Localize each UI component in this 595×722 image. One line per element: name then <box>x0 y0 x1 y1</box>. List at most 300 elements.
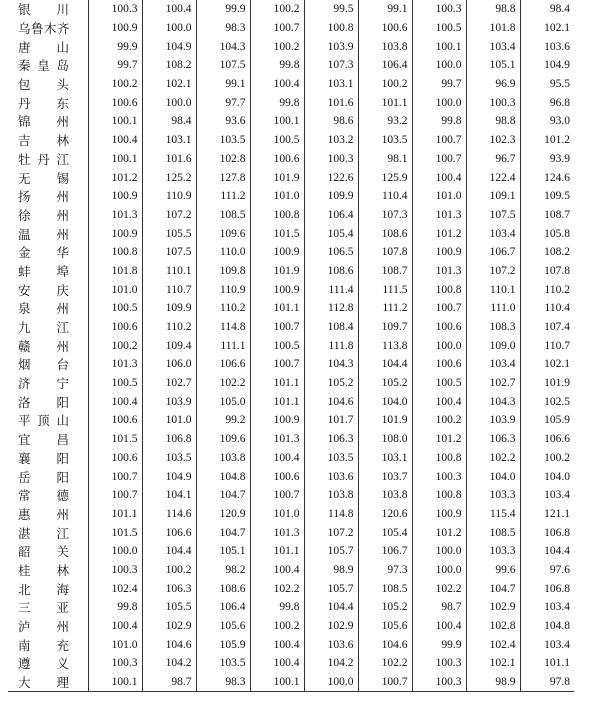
index-value-cell: 100.5 <box>412 374 466 393</box>
index-value-cell: 102.8 <box>196 150 250 169</box>
index-value-cell: 105.9 <box>196 635 250 654</box>
index-value-cell: 100.5 <box>88 299 142 318</box>
table-row <box>8 449 574 468</box>
index-value-cell: 104.3 <box>466 392 520 411</box>
index-value-cell: 98.2 <box>196 561 250 580</box>
index-value-cell: 104.7 <box>196 523 250 542</box>
index-value-cell: 100.3 <box>412 673 466 692</box>
index-value-cell: 98.8 <box>466 0 520 19</box>
index-value-cell: 102.9 <box>466 598 520 617</box>
index-value-cell: 105.1 <box>466 56 520 75</box>
index-value-cell: 93.6 <box>196 112 250 131</box>
index-value-cell: 101.2 <box>412 430 466 449</box>
index-value-cell: 102.1 <box>520 19 574 38</box>
index-value-cell: 104.2 <box>142 654 196 673</box>
index-value-cell: 100.6 <box>358 19 412 38</box>
index-value-cell: 101.6 <box>142 150 196 169</box>
index-value-cell: 108.6 <box>304 262 358 281</box>
city-name-cell: 济 宁 <box>18 376 70 392</box>
index-value-cell: 100.2 <box>250 617 304 636</box>
index-value-cell: 106.6 <box>142 523 196 542</box>
index-value-cell: 98.1 <box>358 150 412 169</box>
city-name-cell: 九 江 <box>18 320 70 336</box>
index-value-cell: 98.3 <box>196 19 250 38</box>
index-value-cell: 100.6 <box>88 449 142 468</box>
index-value-cell: 98.6 <box>304 112 358 131</box>
index-value-cell: 102.9 <box>304 617 358 636</box>
index-value-cell: 110.2 <box>196 299 250 318</box>
index-value-cell: 101.0 <box>412 187 466 206</box>
index-value-cell: 98.3 <box>196 673 250 692</box>
index-value-cell: 100.5 <box>88 374 142 393</box>
index-value-cell: 98.7 <box>142 673 196 692</box>
city-name-cell: 安 庆 <box>18 282 70 298</box>
table-row <box>8 561 574 580</box>
index-value-cell: 102.3 <box>466 131 520 150</box>
index-value-cell: 104.7 <box>196 486 250 505</box>
index-value-cell: 102.7 <box>142 374 196 393</box>
index-value-cell: 105.6 <box>358 617 412 636</box>
index-value-cell: 114.8 <box>304 505 358 524</box>
index-value-cell: 99.5 <box>304 0 358 19</box>
index-value-cell: 102.4 <box>466 635 520 654</box>
index-value-cell: 108.3 <box>466 318 520 337</box>
table-row <box>8 318 574 337</box>
index-value-cell: 99.8 <box>88 598 142 617</box>
index-value-cell: 101.1 <box>250 392 304 411</box>
table-row <box>8 430 574 449</box>
city-name-cell: 宜 昌 <box>18 432 70 448</box>
index-value-cell: 103.9 <box>304 37 358 56</box>
table-row <box>8 505 574 524</box>
index-value-cell: 104.3 <box>196 37 250 56</box>
table-row <box>8 0 574 19</box>
index-value-cell: 101.1 <box>88 505 142 524</box>
index-value-cell: 104.8 <box>196 467 250 486</box>
index-value-cell: 120.9 <box>196 505 250 524</box>
index-value-cell: 100.9 <box>88 187 142 206</box>
index-value-cell: 106.7 <box>358 542 412 561</box>
index-value-cell: 102.2 <box>250 579 304 598</box>
table-row <box>8 131 574 150</box>
city-name-cell: 丹 东 <box>18 95 70 111</box>
index-value-cell: 100.1 <box>250 673 304 692</box>
index-value-cell: 101.1 <box>250 542 304 561</box>
index-value-cell: 111.2 <box>358 299 412 318</box>
table-row <box>8 411 574 430</box>
index-value-cell: 125.9 <box>358 168 412 187</box>
index-value-cell: 100.4 <box>142 0 196 19</box>
index-value-cell: 100.2 <box>358 75 412 94</box>
index-value-cell: 103.5 <box>304 449 358 468</box>
index-value-cell: 101.3 <box>88 355 142 374</box>
city-name-cell: 岳 阳 <box>18 469 70 485</box>
index-value-cell: 108.5 <box>196 206 250 225</box>
index-value-cell: 100.4 <box>88 131 142 150</box>
table-row <box>8 355 574 374</box>
table-row <box>8 635 574 654</box>
index-value-cell: 104.2 <box>304 654 358 673</box>
index-value-cell: 109.5 <box>520 187 574 206</box>
index-value-cell: 93.9 <box>520 150 574 169</box>
index-value-cell: 109.8 <box>196 262 250 281</box>
index-value-cell: 101.2 <box>88 168 142 187</box>
index-value-cell: 102.7 <box>466 374 520 393</box>
index-value-cell: 103.4 <box>520 486 574 505</box>
index-value-cell: 125.2 <box>142 168 196 187</box>
index-value-cell: 106.3 <box>304 430 358 449</box>
index-value-cell: 101.1 <box>250 374 304 393</box>
index-value-cell: 104.6 <box>358 635 412 654</box>
index-value-cell: 102.1 <box>142 75 196 94</box>
index-value-cell: 100.3 <box>304 150 358 169</box>
index-value-cell: 111.4 <box>304 280 358 299</box>
table-row <box>8 112 574 131</box>
index-value-cell: 100.3 <box>466 93 520 112</box>
index-value-cell: 110.4 <box>520 299 574 318</box>
city-name-cell: 平顶山 <box>18 413 70 429</box>
city-name-cell: 蚌 埠 <box>18 263 70 279</box>
city-name-cell: 金 华 <box>18 245 70 261</box>
index-value-cell: 101.9 <box>250 262 304 281</box>
index-value-cell: 99.7 <box>412 75 466 94</box>
index-value-cell: 103.7 <box>358 467 412 486</box>
city-name-cell: 泉 州 <box>18 301 70 317</box>
index-value-cell: 100.2 <box>88 75 142 94</box>
city-name-cell: 湛 江 <box>18 525 70 541</box>
index-value-cell: 97.7 <box>196 93 250 112</box>
index-value-cell: 100.9 <box>250 243 304 262</box>
index-value-cell: 100.1 <box>250 112 304 131</box>
index-value-cell: 106.6 <box>196 355 250 374</box>
index-value-cell: 99.8 <box>250 93 304 112</box>
index-value-cell: 104.7 <box>466 579 520 598</box>
index-value-cell: 108.2 <box>520 243 574 262</box>
index-value-cell: 111.5 <box>358 280 412 299</box>
index-value-cell: 101.3 <box>250 523 304 542</box>
index-value-cell: 101.5 <box>88 430 142 449</box>
table-row <box>8 19 574 38</box>
index-value-cell: 109.6 <box>196 430 250 449</box>
index-value-cell: 100.0 <box>142 19 196 38</box>
index-value-cell: 103.8 <box>304 486 358 505</box>
index-value-cell: 100.8 <box>88 243 142 262</box>
index-value-cell: 100.9 <box>88 224 142 243</box>
index-value-cell: 106.5 <box>304 243 358 262</box>
index-value-cell: 100.7 <box>88 467 142 486</box>
index-value-cell: 101.7 <box>304 411 358 430</box>
index-value-cell: 100.4 <box>250 635 304 654</box>
index-value-cell: 104.9 <box>142 467 196 486</box>
index-value-cell: 107.8 <box>358 243 412 262</box>
index-value-cell: 100.3 <box>88 561 142 580</box>
index-value-cell: 103.3 <box>466 542 520 561</box>
city-name-cell: 三 亚 <box>18 600 70 616</box>
index-value-cell: 98.7 <box>412 598 466 617</box>
index-value-cell: 100.7 <box>88 486 142 505</box>
index-value-cell: 100.4 <box>412 392 466 411</box>
city-name-cell: 惠 州 <box>18 506 70 522</box>
index-value-cell: 104.8 <box>520 617 574 636</box>
index-value-cell: 111.0 <box>466 299 520 318</box>
index-value-cell: 108.6 <box>196 579 250 598</box>
index-value-cell: 105.9 <box>520 411 574 430</box>
index-value-cell: 100.4 <box>88 392 142 411</box>
table-row <box>8 206 574 225</box>
index-value-cell: 101.2 <box>520 131 574 150</box>
table-row <box>8 224 574 243</box>
index-value-cell: 121.1 <box>520 505 574 524</box>
city-name-cell: 银 川 <box>18 2 70 18</box>
index-value-cell: 99.9 <box>88 37 142 56</box>
index-value-cell: 103.6 <box>304 467 358 486</box>
index-value-cell: 105.2 <box>358 374 412 393</box>
index-value-cell: 114.8 <box>196 318 250 337</box>
index-value-cell: 108.6 <box>358 224 412 243</box>
table-row <box>8 187 574 206</box>
index-value-cell: 100.9 <box>250 411 304 430</box>
city-name-cell: 洛 阳 <box>18 394 70 410</box>
table-row <box>8 617 574 636</box>
index-value-cell: 106.8 <box>520 579 574 598</box>
index-value-cell: 99.8 <box>412 112 466 131</box>
index-value-cell: 100.3 <box>412 0 466 19</box>
table-row <box>8 467 574 486</box>
index-value-cell: 101.9 <box>520 374 574 393</box>
index-value-cell: 100.0 <box>412 93 466 112</box>
index-value-cell: 102.2 <box>466 449 520 468</box>
index-value-cell: 100.2 <box>88 336 142 355</box>
table-row <box>8 168 574 187</box>
index-value-cell: 100.4 <box>250 449 304 468</box>
index-value-cell: 100.0 <box>142 93 196 112</box>
index-value-cell: 108.7 <box>358 262 412 281</box>
index-value-cell: 100.6 <box>412 318 466 337</box>
table-row <box>8 243 574 262</box>
index-value-cell: 107.2 <box>304 523 358 542</box>
index-value-cell: 101.3 <box>88 206 142 225</box>
index-value-cell: 99.6 <box>466 561 520 580</box>
index-value-cell: 103.4 <box>520 598 574 617</box>
index-value-cell: 100.6 <box>250 467 304 486</box>
city-price-index-table <box>8 0 574 692</box>
city-name-cell: 温 州 <box>18 226 70 242</box>
index-value-cell: 100.4 <box>412 617 466 636</box>
index-value-cell: 101.2 <box>412 224 466 243</box>
index-value-cell: 100.0 <box>412 561 466 580</box>
index-value-cell: 97.6 <box>520 561 574 580</box>
index-value-cell: 101.8 <box>88 262 142 281</box>
index-value-cell: 110.9 <box>196 280 250 299</box>
city-name-cell: 遵 义 <box>18 656 70 672</box>
table-row <box>8 374 574 393</box>
index-value-cell: 104.0 <box>520 467 574 486</box>
index-value-cell: 104.1 <box>142 486 196 505</box>
index-value-cell: 103.4 <box>466 355 520 374</box>
index-value-cell: 100.3 <box>88 0 142 19</box>
index-value-cell: 98.4 <box>142 112 196 131</box>
table-row <box>8 280 574 299</box>
index-value-cell: 105.2 <box>358 598 412 617</box>
index-value-cell: 105.1 <box>196 542 250 561</box>
index-value-cell: 103.6 <box>304 635 358 654</box>
table-row <box>8 392 574 411</box>
index-value-cell: 97.8 <box>520 673 574 692</box>
index-value-cell: 103.4 <box>520 635 574 654</box>
index-value-cell: 107.5 <box>142 243 196 262</box>
city-name-cell: 吉 林 <box>18 133 70 149</box>
table-row <box>8 579 574 598</box>
index-value-cell: 100.1 <box>88 673 142 692</box>
index-value-cell: 100.4 <box>88 617 142 636</box>
index-value-cell: 106.4 <box>196 598 250 617</box>
index-value-cell: 107.4 <box>520 318 574 337</box>
city-name-cell: 大 理 <box>8 673 88 692</box>
index-value-cell: 103.4 <box>466 224 520 243</box>
index-value-cell: 101.0 <box>250 187 304 206</box>
index-value-cell: 96.7 <box>466 150 520 169</box>
index-value-cell: 105.8 <box>520 224 574 243</box>
index-value-cell: 100.8 <box>412 486 466 505</box>
index-value-cell: 100.0 <box>412 336 466 355</box>
index-value-cell: 100.7 <box>412 299 466 318</box>
index-value-cell: 100.7 <box>250 318 304 337</box>
index-value-cell: 108.0 <box>358 430 412 449</box>
index-value-cell: 103.8 <box>358 37 412 56</box>
index-value-cell: 104.6 <box>304 392 358 411</box>
index-value-cell: 110.2 <box>520 280 574 299</box>
price-index-table-container <box>8 0 574 692</box>
index-value-cell: 103.8 <box>358 486 412 505</box>
city-name-cell: 唐 山 <box>18 39 70 55</box>
index-value-cell: 122.6 <box>304 168 358 187</box>
index-value-cell: 101.0 <box>250 505 304 524</box>
index-value-cell: 96.8 <box>520 93 574 112</box>
index-value-cell: 100.9 <box>412 243 466 262</box>
index-value-cell: 102.4 <box>88 579 142 598</box>
table-row <box>8 93 574 112</box>
index-value-cell: 103.2 <box>304 131 358 150</box>
table-row <box>8 56 574 75</box>
table-row <box>8 75 574 94</box>
table-row <box>8 598 574 617</box>
index-value-cell: 100.8 <box>304 19 358 38</box>
index-value-cell: 124.6 <box>520 168 574 187</box>
index-value-cell: 104.0 <box>466 467 520 486</box>
table-row <box>8 299 574 318</box>
city-name-cell: 北 海 <box>18 581 70 597</box>
index-value-cell: 98.9 <box>466 673 520 692</box>
index-value-cell: 101.3 <box>250 430 304 449</box>
index-value-cell: 109.9 <box>142 299 196 318</box>
index-value-cell: 111.1 <box>196 336 250 355</box>
index-value-cell: 107.8 <box>520 262 574 281</box>
index-value-cell: 106.4 <box>358 56 412 75</box>
index-value-cell: 100.2 <box>520 449 574 468</box>
index-value-cell: 100.5 <box>250 131 304 150</box>
index-value-cell: 106.3 <box>142 579 196 598</box>
index-value-cell: 100.4 <box>250 654 304 673</box>
index-value-cell: 102.1 <box>520 355 574 374</box>
index-value-cell: 103.5 <box>196 131 250 150</box>
index-value-cell: 100.1 <box>88 112 142 131</box>
city-name-cell: 扬 州 <box>18 189 70 205</box>
city-name-cell: 韶 关 <box>18 544 70 560</box>
index-value-cell: 105.4 <box>358 523 412 542</box>
index-value-cell: 101.5 <box>88 523 142 542</box>
index-value-cell: 107.5 <box>196 56 250 75</box>
index-value-cell: 101.1 <box>250 299 304 318</box>
index-value-cell: 110.7 <box>142 280 196 299</box>
index-value-cell: 103.4 <box>466 37 520 56</box>
index-value-cell: 105.7 <box>304 542 358 561</box>
index-value-cell: 103.1 <box>142 131 196 150</box>
index-value-cell: 103.3 <box>466 486 520 505</box>
city-name-cell: 襄 阳 <box>18 450 70 466</box>
index-value-cell: 104.4 <box>358 355 412 374</box>
index-value-cell: 97.3 <box>358 561 412 580</box>
index-value-cell: 104.3 <box>304 355 358 374</box>
index-value-cell: 101.2 <box>412 523 466 542</box>
index-value-cell: 108.2 <box>142 56 196 75</box>
index-value-cell: 96.9 <box>466 75 520 94</box>
city-name-cell: 常 德 <box>18 488 70 504</box>
index-value-cell: 105.0 <box>196 392 250 411</box>
index-value-cell: 100.7 <box>250 486 304 505</box>
city-name-cell: 赣 州 <box>18 338 70 354</box>
index-value-cell: 101.9 <box>250 168 304 187</box>
table-row <box>8 673 574 692</box>
index-value-cell: 106.7 <box>466 243 520 262</box>
index-value-cell: 100.2 <box>412 411 466 430</box>
city-name-cell: 徐 州 <box>18 207 70 223</box>
index-value-cell: 101.8 <box>466 19 520 38</box>
index-value-cell: 115.4 <box>466 505 520 524</box>
index-value-cell: 102.2 <box>196 374 250 393</box>
table-row <box>8 336 574 355</box>
index-value-cell: 100.6 <box>412 355 466 374</box>
index-value-cell: 98.9 <box>304 561 358 580</box>
index-value-cell: 105.2 <box>304 374 358 393</box>
index-value-cell: 93.0 <box>520 112 574 131</box>
index-value-cell: 102.2 <box>412 579 466 598</box>
index-value-cell: 99.8 <box>250 598 304 617</box>
index-value-cell: 100.3 <box>88 654 142 673</box>
index-value-cell: 100.8 <box>250 206 304 225</box>
index-value-cell: 99.7 <box>88 56 142 75</box>
index-value-cell: 111.8 <box>304 336 358 355</box>
index-value-cell: 98.8 <box>466 112 520 131</box>
index-value-cell: 108.7 <box>520 206 574 225</box>
index-value-cell: 105.7 <box>304 579 358 598</box>
table-row <box>8 37 574 56</box>
index-value-cell: 100.3 <box>412 467 466 486</box>
index-value-cell: 110.2 <box>142 318 196 337</box>
index-value-cell: 100.7 <box>250 355 304 374</box>
index-value-cell: 100.6 <box>88 93 142 112</box>
index-value-cell: 100.4 <box>250 75 304 94</box>
index-value-cell: 100.9 <box>88 19 142 38</box>
index-value-cell: 100.1 <box>412 37 466 56</box>
index-value-cell: 108.5 <box>358 579 412 598</box>
index-value-cell: 100.1 <box>88 150 142 169</box>
index-value-cell: 104.6 <box>142 635 196 654</box>
index-value-cell: 95.5 <box>520 75 574 94</box>
index-value-cell: 100.7 <box>412 131 466 150</box>
index-value-cell: 100.6 <box>88 318 142 337</box>
index-value-cell: 100.0 <box>412 56 466 75</box>
index-value-cell: 98.4 <box>520 0 574 19</box>
